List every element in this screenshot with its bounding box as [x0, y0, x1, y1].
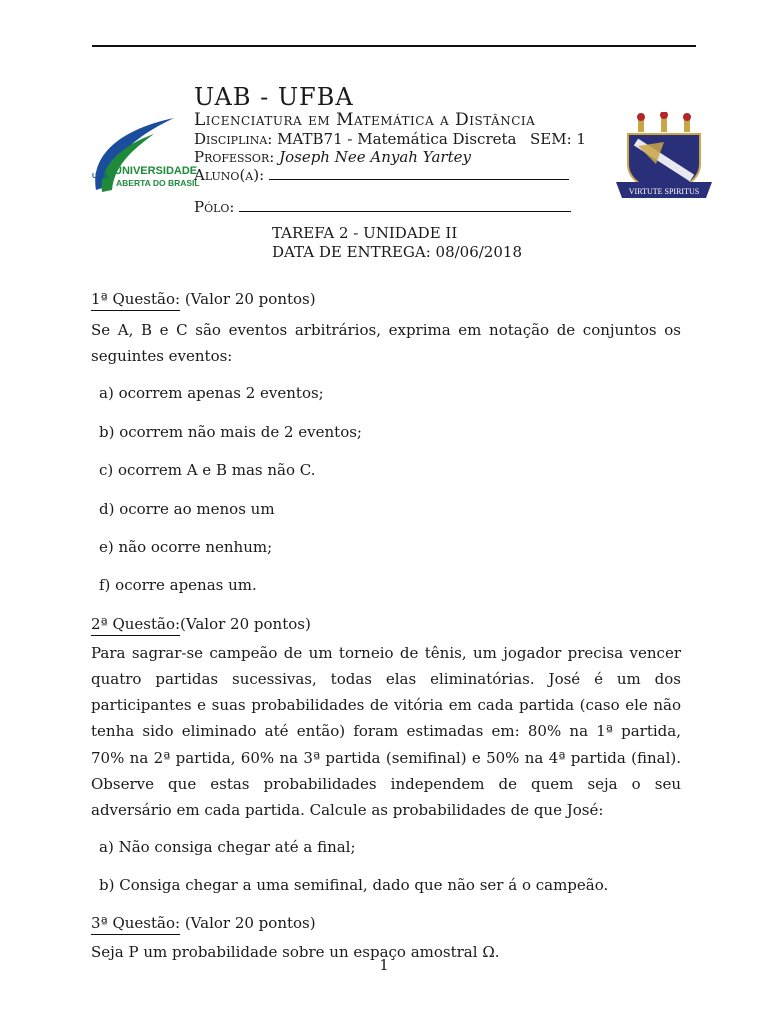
professor-label: Professor:	[194, 148, 275, 166]
discipline-line	[194, 130, 594, 148]
ufba-crest-motto: VIRTUTE SPIRITUS	[628, 187, 700, 196]
list-item: d) ocorre ao menos um	[99, 499, 275, 518]
question-label: 1ª Questão:	[91, 289, 180, 311]
question-1	[91, 289, 681, 595]
uab-logo-line2: ABERTA DO BRASIL	[116, 178, 200, 188]
uab-logo	[88, 116, 200, 200]
professor-line	[194, 148, 594, 166]
header-block	[194, 84, 594, 216]
question-value: (Valor 20 pontos)	[184, 914, 316, 933]
question-value: (Valor 20 pontos)	[184, 290, 316, 308]
uab-logo-tag: UAB	[92, 173, 108, 180]
semester: SEM: 1	[530, 130, 586, 148]
list-item: e) não ocorre nenhum;	[99, 537, 273, 556]
list-item: f) ocorre apenas um.	[99, 576, 257, 595]
question-header	[91, 289, 681, 311]
student-line	[194, 166, 594, 184]
assignment-title: TAREFA 2 - UNIDADE II	[272, 224, 458, 242]
question-header	[91, 913, 681, 935]
uab-logo-line1: UNIVERSIDADE	[114, 165, 198, 177]
polo-field[interactable]	[239, 199, 571, 212]
list-item: a) Não consiga chegar até a final;	[99, 838, 356, 857]
question-text: Para sagrar-se campeão de um torneio de tênis, um jogador precisa vencer quatro partidas sucessivas, todas elas eliminatórias. José é um dos participantes e suas probabilidades de vitória em cada partida (caso ele não tenha sido eliminado até então) foram estimadas em: 80% na 1ª partida, 70% na 2ª partida, 60% na 3ª partida (semifinal) e 50% na 4ª partida (final). Observe que estas probabilidades independem de quem seja o seu adversário em cada partida. Calcule as probabilidades de que José:	[91, 643, 681, 819]
assignment-block	[272, 224, 522, 262]
questions	[91, 289, 681, 965]
discipline-value: MATB71 - Matemática Discreta	[277, 130, 517, 148]
list-item: b) Consiga chegar a uma semifinal, dado que não ser á o campeão.	[99, 876, 609, 895]
student-name-field[interactable]	[269, 167, 569, 180]
list-item: c) ocorrem A e B mas não C.	[99, 461, 316, 480]
due-date: DATA DE ENTREGA: 08/06/2018	[272, 243, 522, 261]
polo-line	[194, 198, 594, 216]
ufba-crest	[614, 112, 714, 204]
question-text: Se A, B e C são eventos arbitrários, exprima em notação de conjuntos os seguintes eventos:	[91, 321, 681, 366]
question-label: 3ª Questão:	[91, 913, 180, 935]
list-item: a) ocorrem apenas 2 eventos;	[99, 384, 324, 403]
list-item: b) ocorrem não mais de 2 eventos;	[99, 422, 362, 441]
polo-label: Pólo:	[194, 198, 235, 216]
student-label: Aluno(a):	[194, 166, 265, 184]
course-title: Licenciatura em Matemática a Distância	[194, 110, 536, 130]
page-number: 1	[379, 956, 389, 974]
question-text: Seja P um probabilidade sobre un espaço amostral Ω.	[91, 943, 500, 962]
discipline-label: Disciplina:	[194, 130, 273, 148]
item-list	[91, 383, 681, 595]
question-label: 2ª Questão:	[91, 614, 180, 636]
institution-title: UAB - UFBA	[194, 83, 354, 111]
professor-name: Joseph Nee Anyah Yartey	[279, 148, 471, 166]
question-2	[91, 614, 681, 895]
top-rule	[92, 45, 696, 47]
item-list	[91, 837, 681, 895]
question-value: (Valor 20 pontos)	[180, 614, 311, 633]
question-header	[91, 614, 681, 636]
